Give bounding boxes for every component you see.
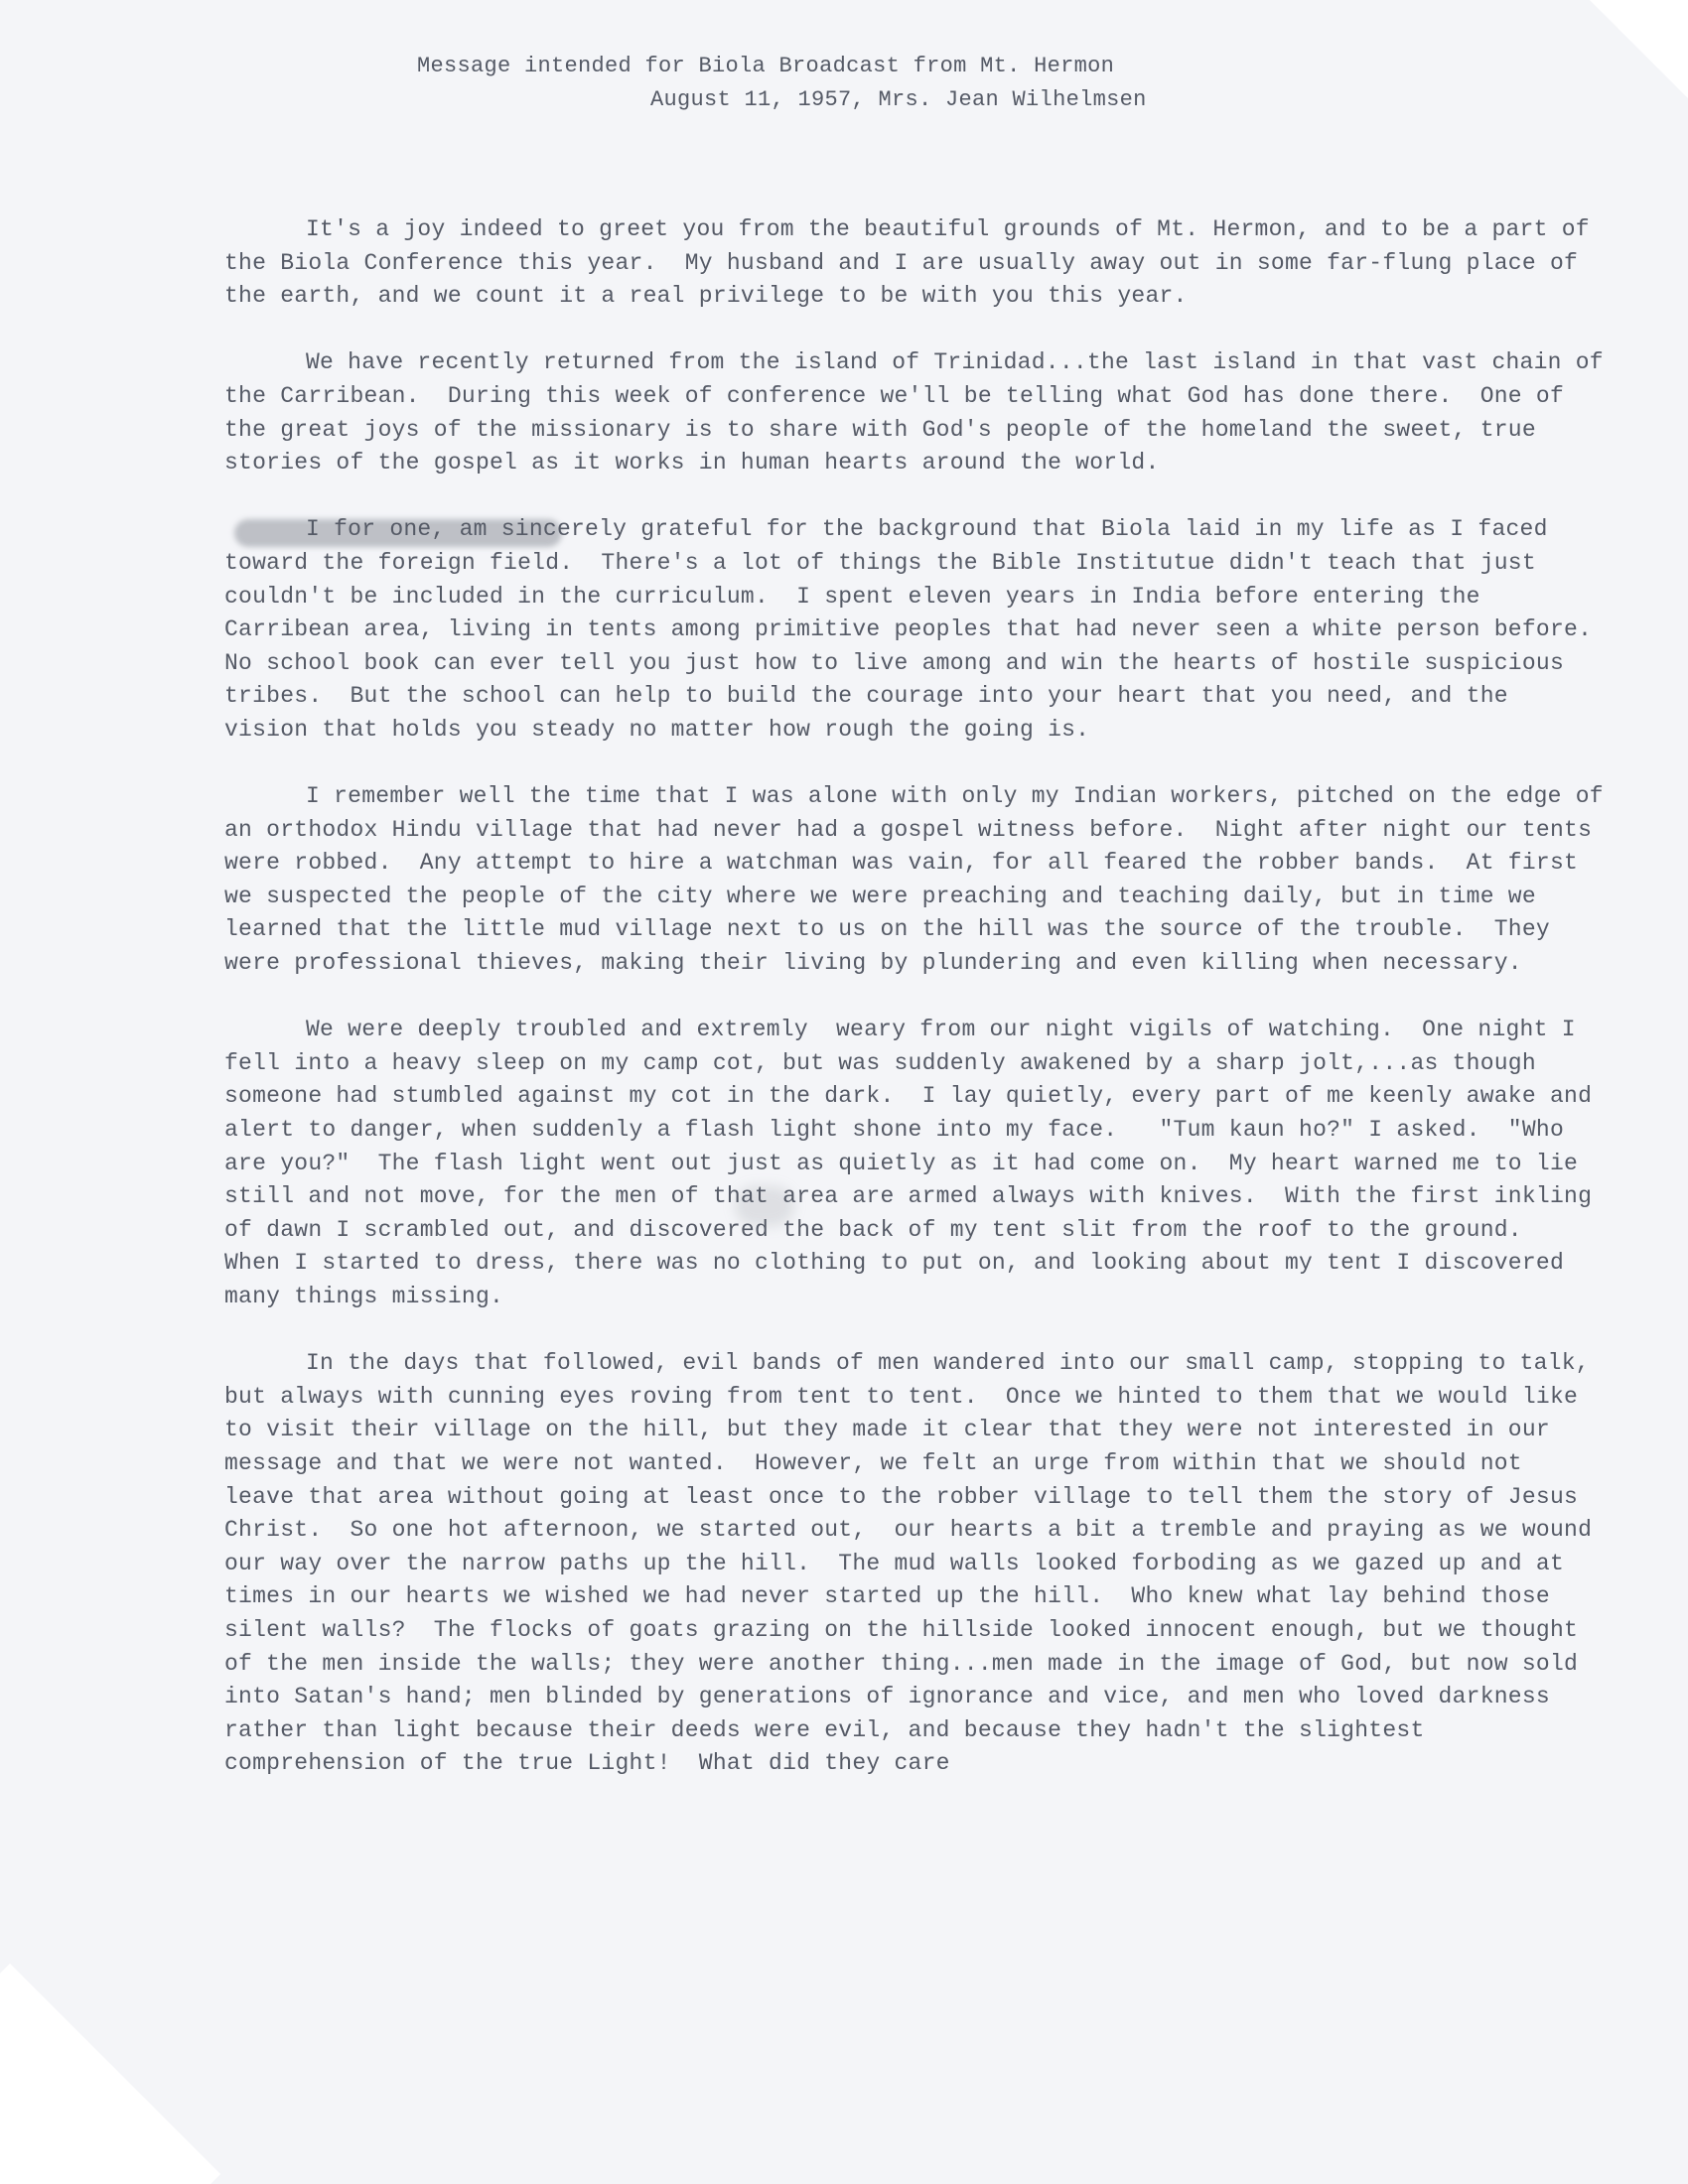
paragraph: We have recently returned from the island of Trinidad...the last island in that vast chain of the Carribean. During this week of conference we'll be telling what God has done there. One of the great joys of the missionary is to share with God's people of the homeland the sweet, true stories of the gospel as it works in human hearts around the world.: [224, 349, 1618, 477]
paragraph: In the days that followed, evil bands of men wandered into our small camp, stopping to talk, but always with cunning eyes roving from tent to tent. Once we hinted to them that we would like to visit their village on the hill, but they made it clear that they were not interested in our message and that we were not wanted. However, we felt an urge from within that we should not leave that area without going at least once to the robber village to tell them the story of Jesus Christ. So one hot afternoon, we started out, our hearts a bit a tremble and praying as we wound our way over the narrow paths up the hill. The mud walls looked forboding as we gazed up and at times in our hearts we wished we had never started up the hill. Who knew what lay behind those silent walls? The flocks of goats grazing on the hillside looked innocent enough, but we thought of the men inside the walls; they were another thing...men made in the image of God, but now sold into Satan's hand; men blinded by generations of ignorance and vice, and men who loved darkness rather than light because their deeds were evil, and because they hadn't the slightest comprehension of the true Light! What did they care: [224, 1350, 1607, 1777]
paragraph: I remember well the time that I was alone with only my Indian workers, pitched on the edge of an orthodox Hindu village that had never had a gospel witness before. Night after night our tents were robbed. Any attempt to hire a watchman was vain, for all feared the robber bands. At first we suspected the people of the city where we were preaching and teaching daily, but in time we learned that the little mud village next to us on the hill was the source of the trouble. They were professional thieves, making their living by plundering and even killing when necessary.: [224, 783, 1618, 977]
document-header: [417, 50, 1311, 117]
document-body: [224, 213, 1620, 1781]
clipped-corner: [1590, 0, 1688, 98]
header-line-2: August 11, 1957, Mrs. Jean Wilhelmsen: [650, 87, 1147, 112]
header-line-1: Message intended for Biola Broadcast from Mt. Hermon: [417, 54, 1115, 78]
paragraph: I for one, am sincerely grateful for the background that Biola laid in my life as I faced toward the foreign field. There's a lot of things the Bible Institutue didn't teach that just couldn't be included in the curriculum. I spent eleven years in India before entering the Carribean area, living in tents among primitive peoples that had never seen a white person before. No school book can ever tell you just how to live among and win the hearts of hostile suspicious tribes. But the school can help to build the courage into your heart that you need, and the vision that holds you steady no matter how rough the going is.: [224, 516, 1620, 743]
torn-corner: [0, 1964, 220, 2184]
paragraph: It's a joy indeed to greet you from the beautiful grounds of Mt. Hermon, and to be a part of the Biola Conference this year. My husband and I are usually away out in some far-flung place of the earth, and we count it a real privilege to be with you this year.: [224, 216, 1604, 310]
paragraph: We were deeply troubled and extremly weary from our night vigils of watching. One night I fell into a heavy sleep on my camp cot, but was suddenly awakened by a sharp jolt,...as though someone had stumbled against my cot in the dark. I lay quietly, every part of me keenly awake and alert to danger, when suddenly a flash light shone into my face. "Tum kaun ho?" I asked. "Who are you?" The flash light went out just as quietly as it had come on. My heart warned me to lie still and not move, for the men of that area are armed always with knives. With the first inkling of dawn I scrambled out, and discovered the back of my tent slit from the roof to the ground. When I started to dress, there was no clothing to put on, and looking about my tent I discovered many things missing.: [224, 1017, 1607, 1309]
